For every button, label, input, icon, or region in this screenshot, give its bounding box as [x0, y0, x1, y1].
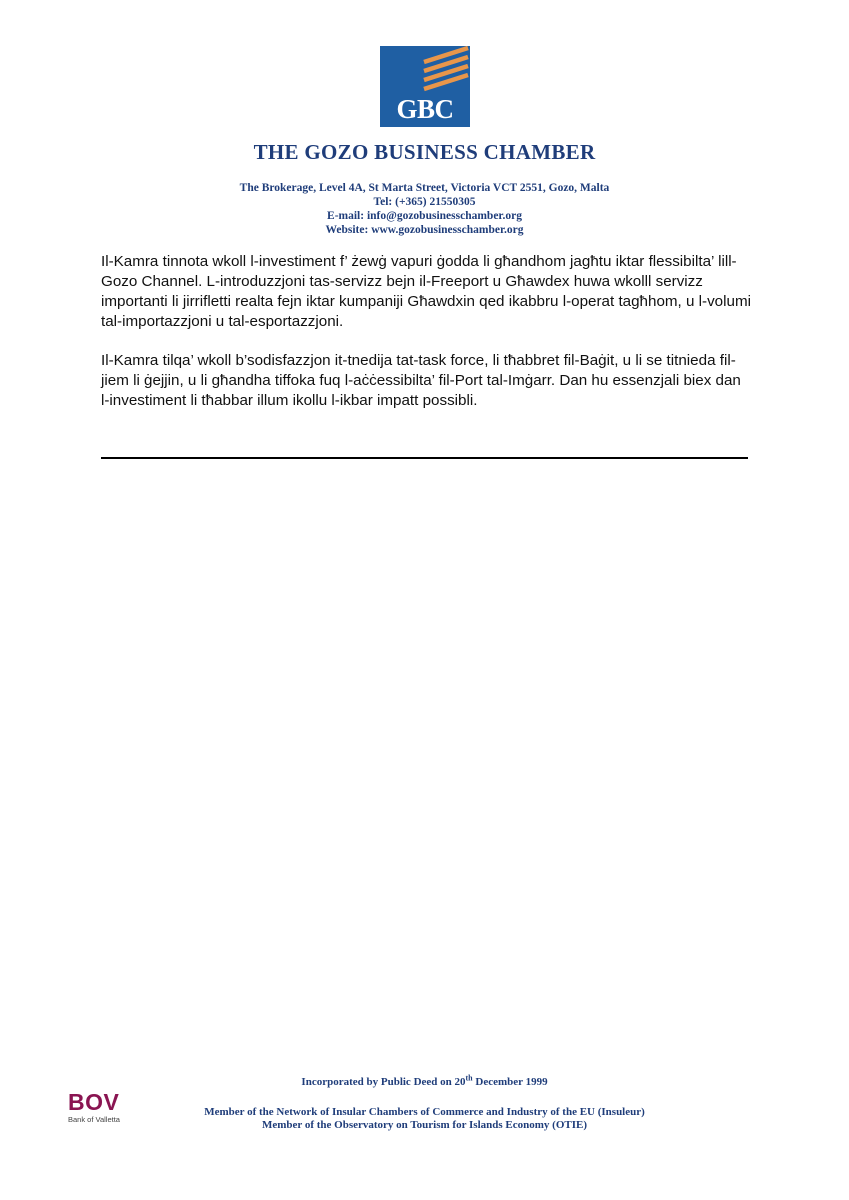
incorporation-suffix: December 1999: [472, 1076, 548, 1088]
email-address: E-mail: info@gozobusinesschamber.org: [327, 210, 522, 222]
address: The Brokerage, Level 4A, St Marta Street, Victoria VCT 2551, Gozo, Malta: [239, 182, 610, 194]
incorporation-prefix: Incorporated by Public Deed on 20: [301, 1076, 466, 1088]
incorporation-superscript: th: [465, 1073, 473, 1083]
telephone: Tel: (+365) 21550305: [373, 196, 476, 208]
paragraph: Il-Kamra tilqa’ wkoll b’sodisfazzjon it-tnedija tat-task force, li tħabbret fil-Baġit, u li se titnieda fil-jiem li ġejjin, u li għandha tiffoka fuq l-aċċessibilta’ fil-Port tal-Imġarr. Dan hu essenzjali biex dan l-investiment li tħabbar illum ikollu l-ikbar impatt possibli.: [101, 352, 741, 409]
organization-name: THE GOZO BUSINESS CHAMBER: [253, 140, 596, 164]
membership-otie: Member of the Observatory on Tourism for Islands Economy (OTIE): [261, 1119, 587, 1131]
bov-mark: BOV: [68, 1089, 120, 1115]
bov-name: Bank of Valletta: [68, 1115, 120, 1124]
paragraph: Il-Kamra tinnota wkoll l-investiment f’ żewġ vapuri ġodda li għandhom jagħtu iktar flessibilta’ lill-Gozo Channel. L-introduzzjoni tas-servizz bejn il-Freeport u Għawdex huwa wkolll servizz importanti li jirrifletti realta fejn iktar kumpaniji Għawdxin qed ikabbru l-operat tagħhom, u l-volumi tal-importazzjoni u tal-esportazzjoni.: [101, 253, 751, 330]
logo-text: GBC: [396, 94, 454, 124]
footer: [0, 1073, 849, 1132]
divider: [101, 457, 748, 459]
gbc-logo: [380, 46, 470, 127]
contact-block: [0, 181, 849, 237]
website-address: Website: www.gozobusinesschamber.org: [325, 224, 524, 236]
membership-insuleur: Member of the Network of Insular Chambers of Commerce and Industry of the EU (Insuleur): [204, 1106, 645, 1118]
letter-body: [101, 252, 751, 430]
incorporation-note: [0, 1073, 849, 1089]
